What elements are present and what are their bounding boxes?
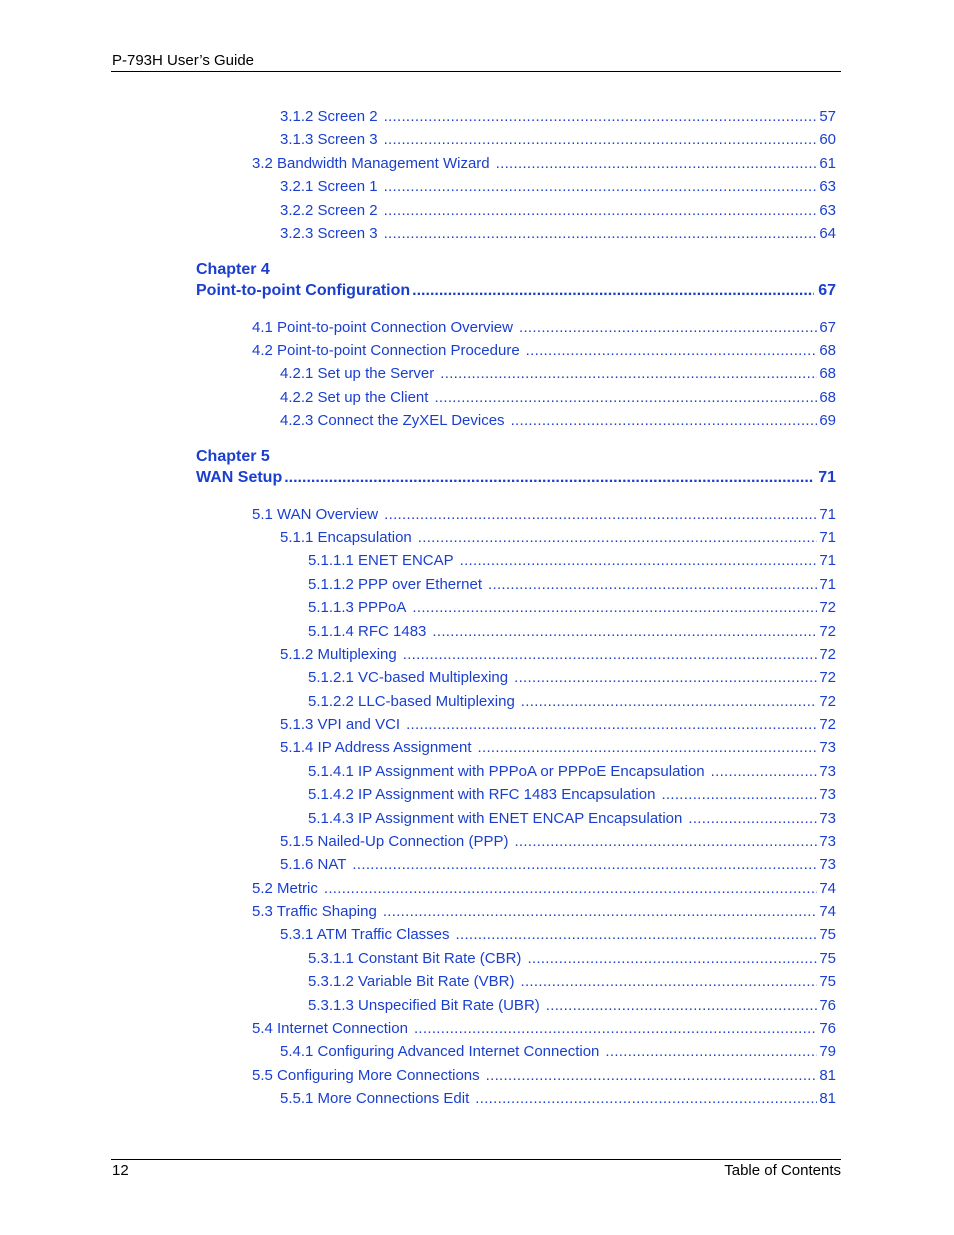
toc-entry-page: 68 [819,365,836,382]
toc-entry-title: 5.3.1.1 Constant Bit Rate (CBR) [308,950,522,967]
toc-entry[interactable] [280,1090,836,1108]
toc-entry-title: 5.2 Metric [252,880,318,897]
toc-entry-title: 5.3.1.2 Variable Bit Rate (VBR) [308,973,515,990]
toc-entry-title: 5.1.4 IP Address Assignment [280,739,472,756]
toc-entry[interactable] [308,973,836,991]
dot-leader [514,669,817,687]
dot-leader [661,786,817,804]
toc-entry-page: 76 [819,1020,836,1037]
toc-entry[interactable] [280,739,836,757]
toc-entry-title: 3.2 Bandwidth Management Wizard [252,155,490,172]
toc-entry-title: 5.4 Internet Connection [252,1020,408,1037]
toc-entry[interactable] [252,903,836,921]
toc-entry-page: 74 [819,903,836,920]
toc-entry[interactable] [308,623,836,641]
toc-entry[interactable] [252,1020,836,1038]
dot-leader [324,880,817,898]
dot-leader [511,412,818,430]
toc-entry-title: 5.5 Configuring More Connections [252,1067,480,1084]
toc-entry[interactable] [280,833,836,851]
toc-entry-title: 5.1.5 Nailed-Up Connection (PPP) [280,833,509,850]
toc-entry-title: 5.1.1.1 ENET ENCAP [308,552,454,569]
toc-entry-page: 69 [819,412,836,429]
toc-entry[interactable] [252,342,836,360]
chapter-title-text: WAN Setup [196,469,283,486]
toc-entry-page: 75 [819,973,836,990]
toc-entry-title: 3.2.2 Screen 2 [280,202,378,219]
toc-entry-title: 5.5.1 More Connections Edit [280,1090,470,1107]
toc-entry-title: 5.1.1.2 PPP over Ethernet [308,576,483,593]
dot-leader [688,810,817,828]
toc-entry-title: 5.1.2 Multiplexing [280,646,397,663]
dot-leader [384,225,818,243]
toc-entry-title: 5.1.4.2 IP Assignment with RFC 1483 Encapsulation [308,786,656,803]
toc-entry-page: 72 [819,599,836,616]
dot-leader [403,646,818,664]
dot-leader [521,693,818,711]
chapter-title[interactable] [196,281,836,300]
toc-entry-page: 67 [819,319,836,336]
toc-entry-page: 73 [819,856,836,873]
toc-entry[interactable] [308,599,836,617]
dot-leader [384,108,818,126]
toc-entry-title: 5.1 WAN Overview [252,506,379,523]
toc-entry-title: 4.2.2 Set up the Client [280,389,429,406]
toc-entry-title: 3.1.3 Screen 3 [280,131,378,148]
dot-leader [520,973,817,991]
dot-leader [412,599,817,617]
toc-entry[interactable] [308,950,836,968]
footer-page-number: 12 [112,1162,129,1179]
toc-entry[interactable] [280,225,836,243]
toc-entry-page: 71 [819,506,836,523]
dot-leader [475,1090,817,1108]
toc-entry-page: 73 [819,763,836,780]
toc-entry-page: 73 [819,833,836,850]
dot-leader [352,856,817,874]
toc-entry-page: 75 [819,926,836,943]
toc-entry-title: 5.1.4.3 IP Assignment with ENET ENCAP Encapsulation [308,810,683,827]
toc-entry-page: 73 [819,739,836,756]
toc-entry-page: 72 [819,716,836,733]
toc-entry-title: 5.1.2.1 VC-based Multiplexing [308,669,509,686]
dot-leader [384,202,818,220]
toc-entry-page: 71 [819,576,836,593]
toc-entry-page: 72 [819,669,836,686]
toc-entry-page: 63 [819,178,836,195]
dot-leader [456,926,818,944]
toc-entry-title: 3.1.2 Screen 2 [280,108,378,125]
toc-entry-title: 5.1.6 NAT [280,856,347,873]
toc-entry-page: 73 [819,810,836,827]
chapter-page: 71 [818,469,836,486]
footer-rule [111,1159,841,1160]
dot-leader [412,281,814,300]
dot-leader [432,623,817,641]
toc-entry-page: 81 [819,1067,836,1084]
chapter-title-text: Point-to-point Configuration [196,282,411,299]
toc-entry-page: 61 [819,155,836,172]
toc-entry-page: 75 [819,950,836,967]
toc-entry-title: 4.2.3 Connect the ZyXEL Devices [280,412,505,429]
toc-entry[interactable] [308,552,836,570]
toc-entry-page: 79 [819,1043,836,1060]
toc-entry-page: 74 [819,880,836,897]
dot-leader [496,155,818,173]
dot-leader [284,468,814,487]
dot-leader [514,833,817,851]
dot-leader [440,365,817,383]
dot-leader [519,319,817,337]
toc-entry-title: 3.2.3 Screen 3 [280,225,378,242]
toc-entry-title: 4.1 Point-to-point Connection Overview [252,319,513,336]
dot-leader [526,342,818,360]
toc-entry-title: 3.2.1 Screen 1 [280,178,378,195]
toc-entry[interactable] [280,716,836,734]
toc-entry-title: 4.2.1 Set up the Server [280,365,435,382]
dot-leader [486,1067,818,1085]
toc-entry[interactable] [308,669,836,687]
toc-entry[interactable] [308,763,836,781]
toc-entry[interactable] [308,576,836,594]
toc-entry-title: 5.1.1.3 PPPoA [308,599,407,616]
toc-entry[interactable] [308,997,836,1015]
toc-entry[interactable] [280,1043,836,1061]
dot-leader [384,506,817,524]
toc-entry-title: 5.1.3 VPI and VCI [280,716,401,733]
toc-entry[interactable] [308,693,836,711]
toc-entry[interactable] [280,389,836,407]
toc-entry-page: 63 [819,202,836,219]
toc-entry-page: 71 [819,529,836,546]
toc-entry[interactable] [252,155,836,173]
dot-leader [605,1043,817,1061]
chapter-title[interactable] [196,468,836,487]
toc-entry[interactable] [280,856,836,874]
dot-leader [406,716,817,734]
toc-entry-page: 73 [819,786,836,803]
toc-entry-title: 5.4.1 Configuring Advanced Internet Connection [280,1043,600,1060]
dot-leader [527,950,817,968]
dot-leader [414,1020,817,1038]
dot-leader [546,997,818,1015]
toc-entry-title: 5.1.4.1 IP Assignment with PPPoA or PPPoE Encapsulation [308,763,705,780]
toc-entry-page: 72 [819,646,836,663]
toc-entry-title: 5.1.2.2 LLC-based Multiplexing [308,693,515,710]
toc-entry-page: 57 [819,108,836,125]
toc-entry[interactable] [280,202,836,220]
dot-leader [460,552,818,570]
chapter-label[interactable]: Chapter 5 [196,448,270,465]
dot-leader [384,178,818,196]
toc-entry-page: 68 [819,342,836,359]
toc-entry-page: 60 [819,131,836,148]
footer-section-name: Table of Contents [724,1162,841,1179]
toc-entry[interactable] [308,786,836,804]
chapter-label[interactable]: Chapter 4 [196,261,270,278]
toc-entry-page: 72 [819,693,836,710]
toc-entry-page: 76 [819,997,836,1014]
toc-entry[interactable] [280,926,836,944]
chapter-page: 67 [818,282,836,299]
toc-entry[interactable] [252,506,836,524]
toc-entry[interactable] [280,412,836,430]
toc-entry-page: 68 [819,389,836,406]
toc-entry-page: 71 [819,552,836,569]
toc-entry[interactable] [280,131,836,149]
page-header-title: P-793H User’s Guide [112,52,255,69]
toc-entry-page: 72 [819,623,836,640]
toc-entry-title: 5.3.1.3 Unspecified Bit Rate (UBR) [308,997,540,1014]
toc-entry-title: 5.1.1 Encapsulation [280,529,412,546]
toc-entry-page: 64 [819,225,836,242]
toc-entry-page: 81 [819,1090,836,1107]
toc-entry[interactable] [280,108,836,126]
toc-entry[interactable] [280,365,836,383]
dot-leader [384,131,818,149]
toc-entry[interactable] [280,178,836,196]
dot-leader [434,389,817,407]
toc-entry[interactable] [252,880,836,898]
dot-leader [418,529,818,547]
toc-entry[interactable] [280,646,836,664]
dot-leader [488,576,817,594]
toc-entry-title: 5.3.1 ATM Traffic Classes [280,926,450,943]
dot-leader [478,739,818,757]
toc-entry[interactable] [252,319,836,337]
toc-entry-title: 4.2 Point-to-point Connection Procedure [252,342,520,359]
dot-leader [383,903,818,921]
toc-entry[interactable] [280,529,836,547]
toc-entry[interactable] [252,1067,836,1085]
toc-entry[interactable] [308,810,836,828]
toc-entry-title: 5.1.1.4 RFC 1483 [308,623,427,640]
toc-entry-title: 5.3 Traffic Shaping [252,903,377,920]
dot-leader [711,763,818,781]
